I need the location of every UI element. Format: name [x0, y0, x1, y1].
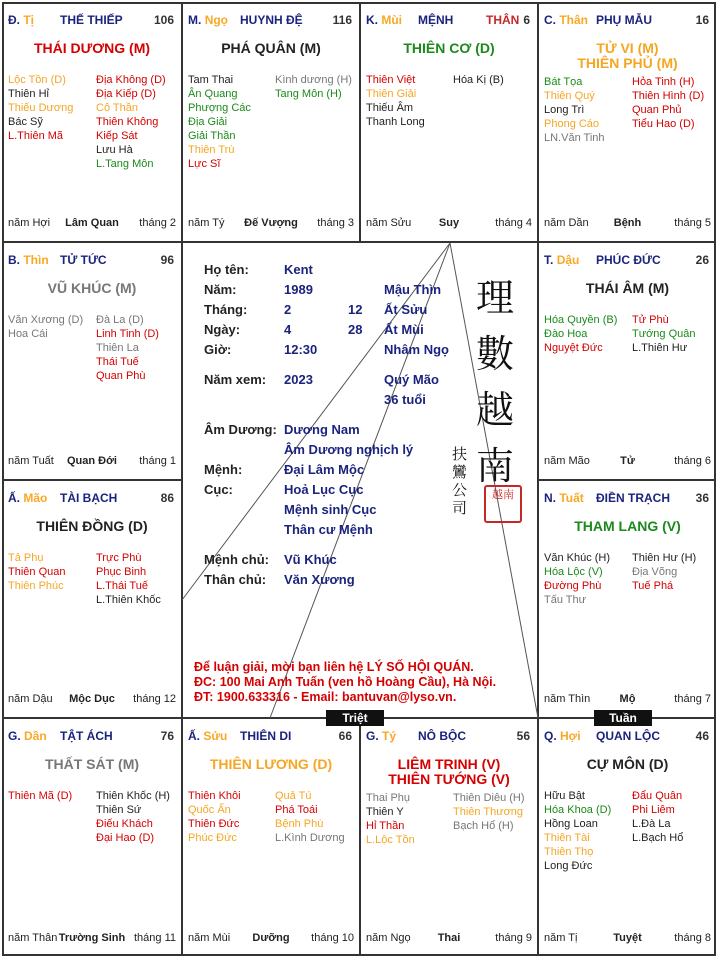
star-right: Tử Phù	[632, 314, 669, 326]
star-left: Nguyệt Đức	[544, 342, 603, 354]
truong-sinh: Thai	[437, 932, 461, 944]
view-year-value: 2023	[284, 372, 313, 387]
main-star: THIÊN LƯƠNG (D)	[209, 756, 333, 772]
palace-number: 16	[695, 13, 709, 27]
star-right: L.Tang Môn	[96, 158, 154, 170]
palace-4	[3, 243, 181, 479]
star-left: Thiên Giải	[366, 88, 417, 100]
star-left: Long Đức	[544, 860, 593, 872]
palace-month: tháng 7	[674, 693, 711, 705]
palace-6	[3, 481, 181, 717]
main-star: THẤT SÁT (M)	[44, 756, 140, 772]
star-right: Trực Phù	[96, 552, 142, 564]
star-left: Thanh Long	[366, 116, 425, 128]
palace-number: 36	[695, 491, 709, 505]
palace-year: năm Hợi	[8, 217, 51, 229]
star-left: Hữu Bật	[544, 790, 585, 802]
star-left: Thai Phụ	[366, 792, 411, 804]
palace-name: THẾ THIẾP	[60, 13, 123, 27]
star-right: Linh Tinh (D)	[96, 328, 159, 340]
star-right: Hỏa Tinh (H)	[632, 76, 695, 88]
palace-number: 6	[523, 13, 530, 27]
star-right: Bạch Hổ (H)	[453, 820, 514, 832]
palace-number: 26	[695, 253, 709, 267]
star-left: Thiên Khôi	[188, 790, 241, 802]
cuc-note: Mệnh sinh Cục	[284, 502, 377, 517]
cuc-label: Cục:	[204, 482, 233, 497]
palace-name: THIÊN DI	[240, 729, 292, 743]
palace-header	[544, 491, 711, 507]
palace-9	[183, 719, 359, 956]
star-right: Điếu Khách	[96, 818, 153, 830]
day-can-chi: Ất Mùi	[384, 322, 424, 337]
palace-can: T.	[544, 253, 554, 267]
palace-month: tháng 1	[139, 455, 176, 467]
palace-year: năm Ngọ	[366, 932, 411, 944]
star-left: Lực Sĩ	[188, 158, 221, 170]
truong-sinh: Dưỡng	[252, 932, 290, 944]
palace-name: QUAN LỘC	[596, 729, 660, 743]
star-right: Phá Toái	[275, 804, 318, 816]
star-left: Thiên Tài	[544, 832, 590, 844]
star-left: Thiên Quan	[8, 566, 66, 578]
star-right: L.Kình Dương	[275, 832, 345, 844]
palace-header	[8, 491, 176, 507]
star-right: Kình dương (H)	[275, 74, 352, 86]
star-right: Địa Không (D)	[96, 74, 166, 86]
star-right: Thiên Thương	[453, 806, 524, 818]
palace-chi: Thìn	[23, 253, 49, 267]
palace-footer	[544, 693, 711, 707]
calligraphy-title: 理 數 越 南	[475, 276, 514, 488]
star-left: Thiên Việt	[366, 74, 416, 86]
palace-name: TÀI BẠCH	[60, 491, 118, 505]
star-right: Thiên Diêu (H)	[453, 792, 525, 804]
palace-month: tháng 8	[674, 932, 711, 944]
palace-number: 66	[338, 729, 352, 743]
truong-sinh: Suy	[438, 217, 460, 229]
palace-name: MỆNH	[418, 13, 454, 27]
palace-month: tháng 5	[674, 217, 711, 229]
star-left: Thiên Phúc	[8, 580, 64, 592]
star-right: Bệnh Phù	[275, 818, 324, 830]
star-right: L.Bạch Hổ	[632, 832, 684, 844]
star-left: Tả Phụ	[8, 552, 44, 564]
palace-chi: Thân	[559, 13, 589, 27]
truong-sinh: Quan Đới	[67, 455, 117, 467]
star-left: Thiếu Dương	[8, 102, 74, 114]
palace-5	[539, 243, 716, 479]
star-left: Bác Sỹ	[8, 116, 43, 128]
star-right: Quả Tú	[275, 790, 312, 802]
palace-number: 56	[516, 729, 530, 743]
truong-sinh: Tuyệt	[613, 932, 642, 944]
palace-chi: Hợi	[560, 729, 581, 743]
palace-footer	[544, 455, 711, 469]
menh-chu-label: Mệnh chủ:	[204, 552, 269, 567]
star-right: Đà La (D)	[96, 314, 144, 326]
menh-chu-value: Vũ Khúc	[284, 552, 337, 567]
palace-year: năm Dần	[544, 217, 589, 229]
palace-can: Ấ.	[188, 729, 200, 743]
star-right: L.Đà La	[632, 818, 671, 830]
star-right: Cô Thần	[96, 102, 138, 114]
palace-year: năm Mùi	[188, 932, 231, 944]
palace-chi: Tị	[23, 13, 35, 27]
palace-footer	[8, 693, 176, 707]
palace-chi: Dậu	[556, 253, 580, 267]
am-duong-label: Âm Dương:	[204, 422, 277, 437]
main-star: THAM LANG (V)	[574, 518, 681, 534]
view-year-can-chi: Quý Mão	[384, 372, 439, 387]
palace-footer	[544, 217, 711, 231]
main-star: CỰ MÔN (D)	[586, 756, 669, 772]
truong-sinh: Mộc Dục	[69, 693, 115, 705]
star-left: Thiên Quý	[544, 90, 595, 102]
am-duong-value: Dương Nam	[284, 422, 360, 437]
star-right: Quan Phù	[96, 370, 146, 382]
star-left: Hoa Cái	[8, 328, 48, 340]
star-left: Hóa Lộc (V)	[544, 566, 603, 578]
star-right: L.Thái Tuế	[96, 580, 148, 592]
star-left: Đào Hoa	[544, 328, 588, 340]
palace-month: tháng 6	[674, 455, 711, 467]
palace-name: NÔ BỘC	[418, 729, 466, 743]
star-right: Thiên Sứ	[96, 804, 142, 816]
year-label: Năm:	[204, 282, 237, 297]
palace-can: K.	[366, 13, 378, 27]
palace-name: PHỤ MẪU	[596, 13, 652, 27]
contact-info	[194, 660, 496, 705]
star-right: Hóa Kị (B)	[453, 74, 504, 86]
palace-1	[183, 3, 359, 241]
palace-chi: Tuất	[559, 491, 584, 505]
main-star: THÁI DƯƠNG (M)	[33, 40, 151, 56]
palace-footer	[544, 932, 711, 946]
palace-can: M.	[188, 13, 202, 27]
star-left: Hóa Khoa (D)	[544, 804, 612, 816]
truong-sinh: Bệnh	[613, 217, 642, 229]
star-left: Phong Cáo	[544, 118, 600, 130]
palace-footer	[188, 932, 354, 946]
star-left: Long Trì	[544, 104, 585, 116]
palace-chi: Mùi	[381, 13, 403, 27]
palace-month: tháng 3	[317, 217, 354, 229]
star-left: L.Thiên Mã	[8, 130, 64, 142]
calligraphy-side: 扶 鸞 公 司	[452, 445, 468, 517]
palace-footer	[366, 932, 532, 946]
main-star: THIÊN CƠ (D)	[403, 40, 495, 56]
cuc-value: Hoả Lục Cục	[284, 482, 364, 497]
year-value: 1989	[284, 282, 313, 297]
triet-tag: Triệt	[326, 710, 384, 726]
palace-month: tháng 11	[133, 932, 176, 944]
palace-chi: Mão	[23, 491, 48, 505]
star-left: Quốc Ấn	[188, 804, 231, 816]
star-right: Thiên Không	[96, 116, 159, 128]
palace-number: 96	[160, 253, 174, 267]
view-year-label: Năm xem:	[204, 372, 267, 387]
palace-year: năm Thìn	[544, 693, 591, 705]
truong-sinh: Trường Sinh	[58, 932, 126, 944]
star-left: Thiên Hỉ	[8, 88, 49, 100]
palace-month: tháng 12	[133, 693, 176, 705]
contact-line: Để luận giải, mời bạn liên hệ LÝ SỐ HỘI QUÁN.	[194, 660, 474, 674]
palace-chi: Dần	[24, 729, 47, 743]
age-value: 36 tuổi	[384, 392, 426, 407]
palace-header	[544, 13, 711, 29]
palace-can: Ấ.	[8, 491, 20, 505]
main-star: PHÁ QUÂN (M)	[221, 40, 321, 56]
palace-year: năm Dậu	[8, 693, 53, 705]
palace-number: 76	[160, 729, 174, 743]
star-left: Tấu Thư	[544, 594, 587, 606]
star-left: Thiên Thọ	[544, 846, 594, 858]
star-right: Tướng Quân	[632, 328, 696, 340]
day-lunar: 28	[348, 322, 363, 337]
name-value: Kent	[284, 262, 313, 277]
than-cu-note: Thân cư Mệnh	[284, 522, 373, 537]
main-star: THIÊN ĐỒNG (D)	[36, 518, 148, 534]
palace-footer	[8, 217, 176, 231]
palace-can: Đ.	[8, 13, 20, 27]
palace-2	[361, 3, 537, 241]
palace-chi: Sửu	[203, 729, 228, 743]
star-left: Lộc Tồn (D)	[8, 74, 66, 86]
palace-name: PHÚC ĐỨC	[596, 253, 661, 267]
main-star: LIÊM TRINH (V)	[397, 756, 501, 772]
star-right: Thiên Khốc (H)	[96, 790, 170, 802]
star-left: Địa Giải	[188, 116, 228, 128]
star-left: Thiên Trù	[188, 144, 235, 156]
palace-name: ĐIỀN TRẠCH	[596, 491, 670, 505]
menh-value: Đại Lâm Mộc	[284, 462, 365, 477]
palace-year: năm Thân	[8, 932, 58, 944]
star-left: Bát Tọa	[544, 76, 583, 88]
main-star: THIÊN PHỦ (M)	[577, 55, 678, 71]
month-label: Tháng:	[204, 302, 248, 317]
palace-header	[544, 729, 711, 745]
red-seal: 越南	[484, 485, 522, 523]
palace-header	[8, 13, 176, 29]
main-star: THÁI ÂM (M)	[585, 280, 670, 296]
star-right: L.Thiên Khốc	[96, 594, 161, 606]
palace-header	[366, 13, 532, 29]
hour-label: Giờ:	[204, 342, 232, 357]
star-left: Phượng Các	[188, 102, 251, 114]
palace-name: TẬT ÁCH	[60, 729, 113, 743]
palace-chi: Tý	[382, 729, 397, 743]
than-chu-label: Thân chủ:	[204, 572, 267, 587]
palace-3	[539, 3, 716, 241]
than-marker: THÂN	[486, 13, 520, 27]
star-right: Tuế Phá	[632, 580, 674, 592]
palace-name: HUYNH ĐỆ	[240, 13, 303, 27]
main-star: VŨ KHÚC (M)	[47, 280, 137, 296]
than-chu-value: Văn Xương	[284, 572, 355, 587]
palace-can: N.	[544, 491, 556, 505]
star-right: Phi Liêm	[632, 804, 675, 816]
star-right: Phục Binh	[96, 566, 147, 578]
star-left: Hồng Loan	[544, 818, 598, 830]
star-left: LN.Văn Tinh	[544, 132, 605, 144]
star-left: Văn Khúc (H)	[544, 552, 611, 564]
palace-footer	[8, 932, 176, 946]
star-right: Đẩu Quân	[632, 790, 683, 802]
star-left: Thiên Đức	[188, 818, 240, 830]
palace-header	[188, 729, 354, 745]
star-left: Thiếu Âm	[366, 102, 414, 114]
palace-year: năm Tý	[188, 217, 225, 229]
palace-year: năm Tuất	[8, 455, 54, 467]
palace-header	[8, 729, 176, 745]
star-right: Quan Phủ	[632, 104, 682, 116]
star-right: Tiểu Hao (D)	[632, 118, 695, 130]
palace-month: tháng 2	[139, 217, 176, 229]
palace-can: B.	[8, 253, 20, 267]
palace-can: C.	[544, 13, 556, 27]
star-right: L.Thiên Hư	[632, 342, 688, 354]
star-right: Thiên Hình (D)	[632, 90, 705, 102]
palace-footer	[188, 217, 354, 231]
palace-month: tháng 10	[311, 932, 354, 944]
palace-10	[361, 719, 537, 956]
palace-can: G.	[8, 729, 21, 743]
star-right: Địa Kiếp (D)	[96, 88, 156, 100]
palace-can: G.	[366, 729, 379, 743]
tuan-tag: Tuần	[594, 710, 652, 726]
hour-can-chi: Nhâm Ngọ	[384, 342, 449, 357]
star-left: Giải Thần	[188, 130, 236, 142]
star-left: Hỉ Thần	[366, 820, 405, 832]
palace-11	[539, 719, 716, 956]
main-star: THIÊN TƯỚNG (V)	[388, 771, 510, 787]
star-right: Thiên La	[96, 342, 139, 354]
year-can-chi: Mậu Thìn	[384, 282, 442, 297]
palace-month: tháng 9	[495, 932, 532, 944]
palace-year: năm Tị	[544, 932, 578, 944]
menh-label: Mệnh:	[204, 462, 243, 477]
palace-number: 86	[160, 491, 174, 505]
palace-header	[188, 13, 354, 29]
palace-can: Q.	[544, 729, 557, 743]
star-left: Phúc Đức	[188, 832, 237, 844]
palace-footer	[366, 217, 532, 231]
palace-footer	[8, 455, 176, 469]
truong-sinh: Mộ	[619, 693, 636, 705]
palace-8	[3, 719, 181, 956]
main-star: TỬ VI (M)	[596, 40, 659, 56]
star-left: L.Lộc Tồn	[366, 834, 415, 846]
palace-month: tháng 4	[495, 217, 532, 229]
palace-number: 46	[695, 729, 709, 743]
contact-address: ĐC: 100 Mai Anh Tuấn (ven hồ Hoàng Cầu), Hà Nội.	[194, 675, 497, 689]
palace-name: TỬ TỨC	[60, 253, 107, 267]
contact-phone-email: ĐT: 1900.633316 - Email: bantuvan@lyso.vn.	[194, 690, 457, 704]
palace-year: năm Mão	[544, 455, 590, 467]
star-right: Lưu Hà	[96, 144, 133, 156]
star-right: Thái Tuế	[96, 356, 139, 368]
month-lunar: 12	[348, 302, 363, 317]
star-right: Tang Môn (H)	[275, 88, 342, 100]
star-right: Địa Võng	[632, 566, 678, 578]
day-label: Ngày:	[204, 322, 241, 337]
star-left: Ân Quang	[188, 88, 238, 100]
day-value: 4	[284, 322, 292, 337]
palace-number: 106	[153, 13, 174, 27]
palace-7	[539, 481, 716, 717]
palace-header	[8, 253, 176, 269]
star-right: Đại Hao (D)	[96, 832, 155, 844]
star-right: Thiên Hư (H)	[632, 552, 697, 564]
star-left: Thiên Mã (D)	[8, 790, 73, 802]
month-value: 2	[284, 302, 292, 317]
month-can-chi: Ất Sửu	[384, 302, 428, 317]
star-left: Thiên Y	[366, 806, 404, 818]
truong-sinh: Lâm Quan	[65, 217, 119, 229]
am-duong-note: Âm Dương nghịch lý	[284, 442, 414, 457]
palace-chi: Ngọ	[204, 13, 229, 27]
star-left: Văn Xương (D)	[8, 314, 84, 326]
palace-header	[544, 253, 711, 269]
star-right: Kiếp Sát	[96, 130, 138, 142]
name-label: Họ tên:	[204, 262, 249, 277]
palace-0	[3, 3, 181, 241]
truong-sinh: Tử	[620, 455, 635, 467]
hour-value: 12:30	[284, 342, 318, 357]
star-left: Tam Thai	[188, 74, 234, 86]
palace-header	[366, 729, 532, 745]
palace-year: năm Sửu	[366, 217, 412, 229]
palace-number: 116	[332, 13, 352, 27]
truong-sinh: Đế Vượng	[244, 217, 298, 229]
star-left: Hóa Quyền (B)	[544, 314, 618, 326]
star-left: Đường Phù	[544, 580, 602, 592]
